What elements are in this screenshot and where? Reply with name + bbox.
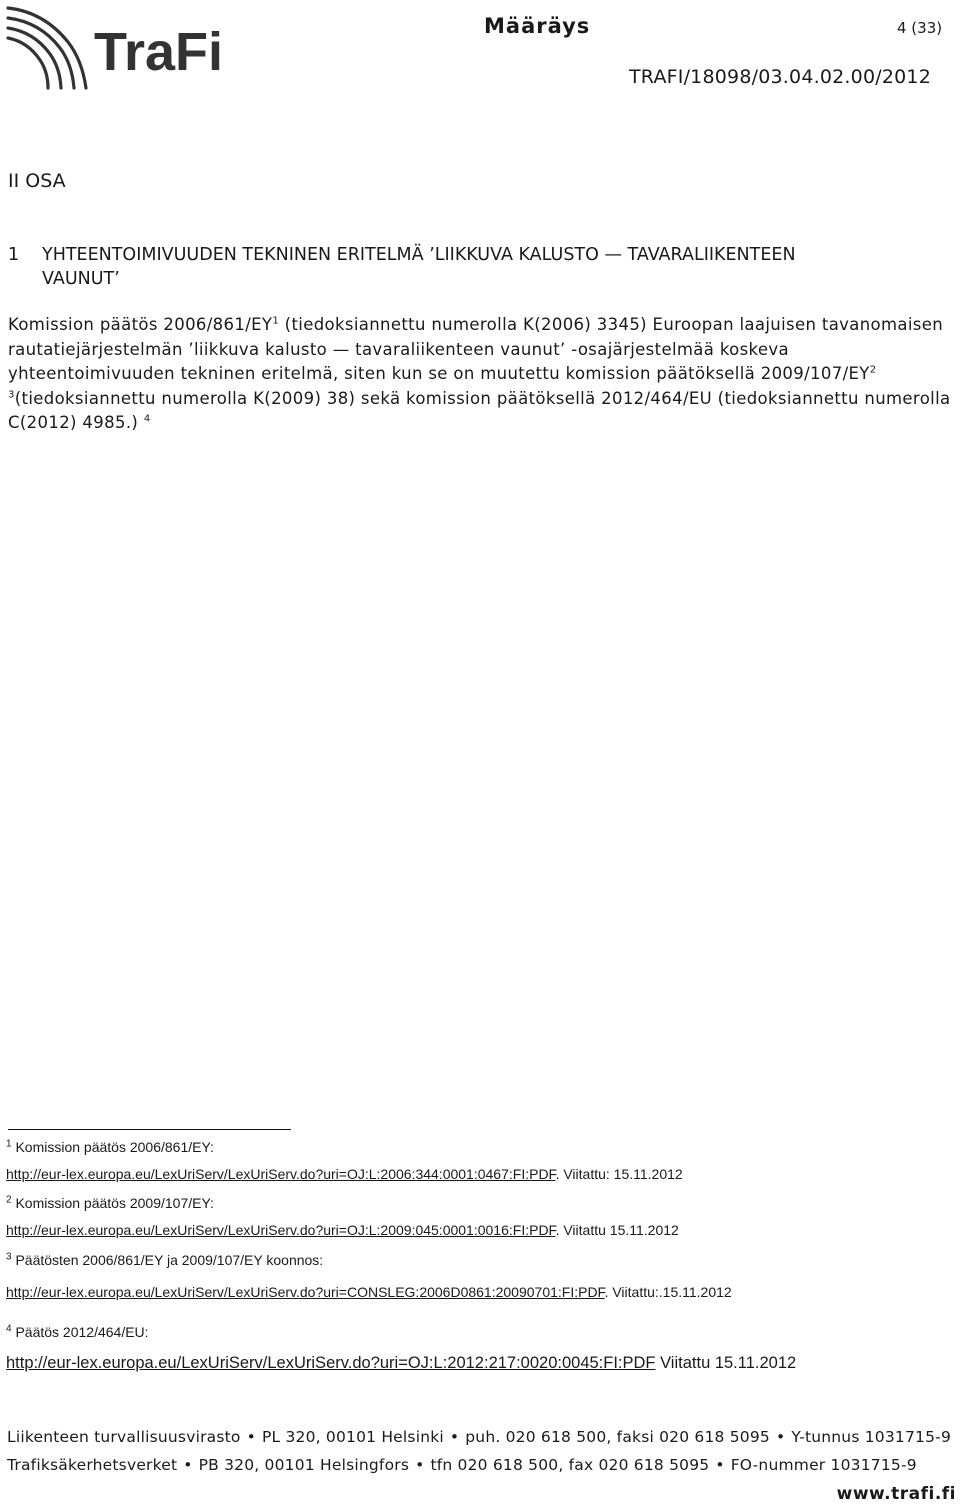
bullet-icon: • xyxy=(715,1456,725,1474)
bullet-icon: • xyxy=(246,1428,256,1446)
footnote-3 xyxy=(6,1251,956,1301)
trafi-logo xyxy=(4,2,229,94)
footnote-2 xyxy=(6,1194,956,1239)
footer-id-fi: Y-tunnus 1031715-9 xyxy=(791,1428,952,1446)
section-number: 1 xyxy=(8,245,20,265)
bullet-icon: • xyxy=(449,1428,460,1446)
footer-address-fi: PL 320, 00101 Helsinki xyxy=(261,1428,444,1446)
footnote-number: 1 xyxy=(6,1138,12,1150)
bullet-icon: • xyxy=(183,1456,193,1474)
website-link[interactable]: www.trafi.fi xyxy=(836,1484,956,1504)
footnote-divider xyxy=(8,1129,291,1130)
footnote-viewed: Viitattu 15.11.2012 xyxy=(655,1354,797,1372)
footer-agency-sv: Trafiksäkerhetsverket xyxy=(7,1456,178,1474)
trafi-logo-mark xyxy=(4,2,229,94)
bullet-icon: • xyxy=(415,1456,425,1474)
footnote-link[interactable]: http://eur-lex.europa.eu/LexUriServ/LexUriServ.do?uri=OJ:L:2012:217:0020:0045:FI:PDF xyxy=(6,1354,656,1372)
footer-address-sv: PB 320, 00101 Helsingfors xyxy=(198,1456,410,1474)
footnote-4 xyxy=(6,1323,956,1372)
part-title: II OSA xyxy=(8,170,66,192)
footer-agency-fi: Liikenteen turvallisuusvirasto xyxy=(7,1428,241,1446)
section-heading xyxy=(8,243,948,291)
footnote-title: Päätös 2012/464/EU: xyxy=(15,1324,149,1340)
footnote-title: Komission päätös 2009/107/EY: xyxy=(15,1195,214,1211)
footnote-viewed: . Viitattu:.15.11.2012 xyxy=(604,1284,732,1300)
body-paragraph xyxy=(8,313,954,436)
bullet-icon: • xyxy=(775,1428,786,1446)
body-text-1: Komission päätös 2006/861/EY xyxy=(8,315,273,334)
footnote-number: 3 xyxy=(6,1251,12,1263)
footnote-link[interactable]: http://eur-lex.europa.eu/LexUriServ/LexUriServ.do?uri=CONSLEG:2006D0861:20090701:FI:PDF xyxy=(6,1284,605,1300)
body-text-3: (tiedoksiannettu numerolla K(2009) 38) sekä komission päätöksellä 2012/464/EU (tiedoksiannettu numerolla C(2012) 4985.) xyxy=(8,388,951,432)
footer-phone-fi: puh. 020 618 500, faksi 020 618 5095 xyxy=(465,1428,770,1446)
footnote-viewed: . Viitattu: 15.11.2012 xyxy=(555,1166,683,1182)
footnote-number: 4 xyxy=(6,1323,12,1335)
footnote-ref-4[interactable]: 4 xyxy=(143,413,151,425)
footnote-ref-1[interactable]: 1 xyxy=(272,315,280,327)
footnote-link[interactable]: http://eur-lex.europa.eu/LexUriServ/LexUriServ.do?uri=OJ:L:2009:045:0001:0016:FI:PDF xyxy=(6,1222,556,1238)
footer-line-fi xyxy=(7,1428,951,1446)
svg-text:TraFi: TraFi xyxy=(94,22,224,82)
document-reference: TRAFI/18098/03.04.02.00/2012 xyxy=(629,66,931,88)
footnote-title: Päätösten 2006/861/EY ja 2009/107/EY koonnos: xyxy=(15,1252,324,1268)
footnote-link[interactable]: http://eur-lex.europa.eu/LexUriServ/LexUriServ.do?uri=OJ:L:2006:344:0001:0467:FI:PDF xyxy=(6,1166,556,1182)
footnote-title: Komission päätös 2006/861/EY: xyxy=(15,1139,214,1155)
body-text-2: (tiedoksiannettu numerolla K(2006) 3345) Euroopan laajuisen tavanomaisen rautatiejärjestelmän ’liikkuva kalusto — tavaraliikenteen vaunut’ -osajärjestelmää koskeva yhteentoimivuuden tekninen eritelmä, siten kun se on muutettu komission päätöksellä 2009/107/EY xyxy=(8,315,944,383)
section-title-line1: YHTEENTOIMIVUUDEN TEKNINEN ERITELMÄ ’LIIKKUVA KALUSTO — TAVARALIIKENTEEN xyxy=(42,245,796,265)
footer-phone-sv: tfn 020 618 500, fax 020 618 5095 xyxy=(430,1456,710,1474)
footer-id-sv: FO-nummer 1031715-9 xyxy=(730,1456,917,1474)
page-number: 4 (33) xyxy=(897,19,943,37)
footnote-number: 2 xyxy=(6,1194,12,1206)
section-title-line2: VAUNUT’ xyxy=(42,269,120,289)
footnote-viewed: . Viitattu 15.11.2012 xyxy=(555,1222,679,1238)
footer-line-sv xyxy=(7,1456,917,1474)
footnote-ref-2[interactable]: 2 xyxy=(869,364,877,376)
document-type: Määräys xyxy=(484,14,591,38)
footnote-ref-3[interactable]: 3 xyxy=(8,389,15,400)
footnote-1 xyxy=(6,1138,956,1183)
